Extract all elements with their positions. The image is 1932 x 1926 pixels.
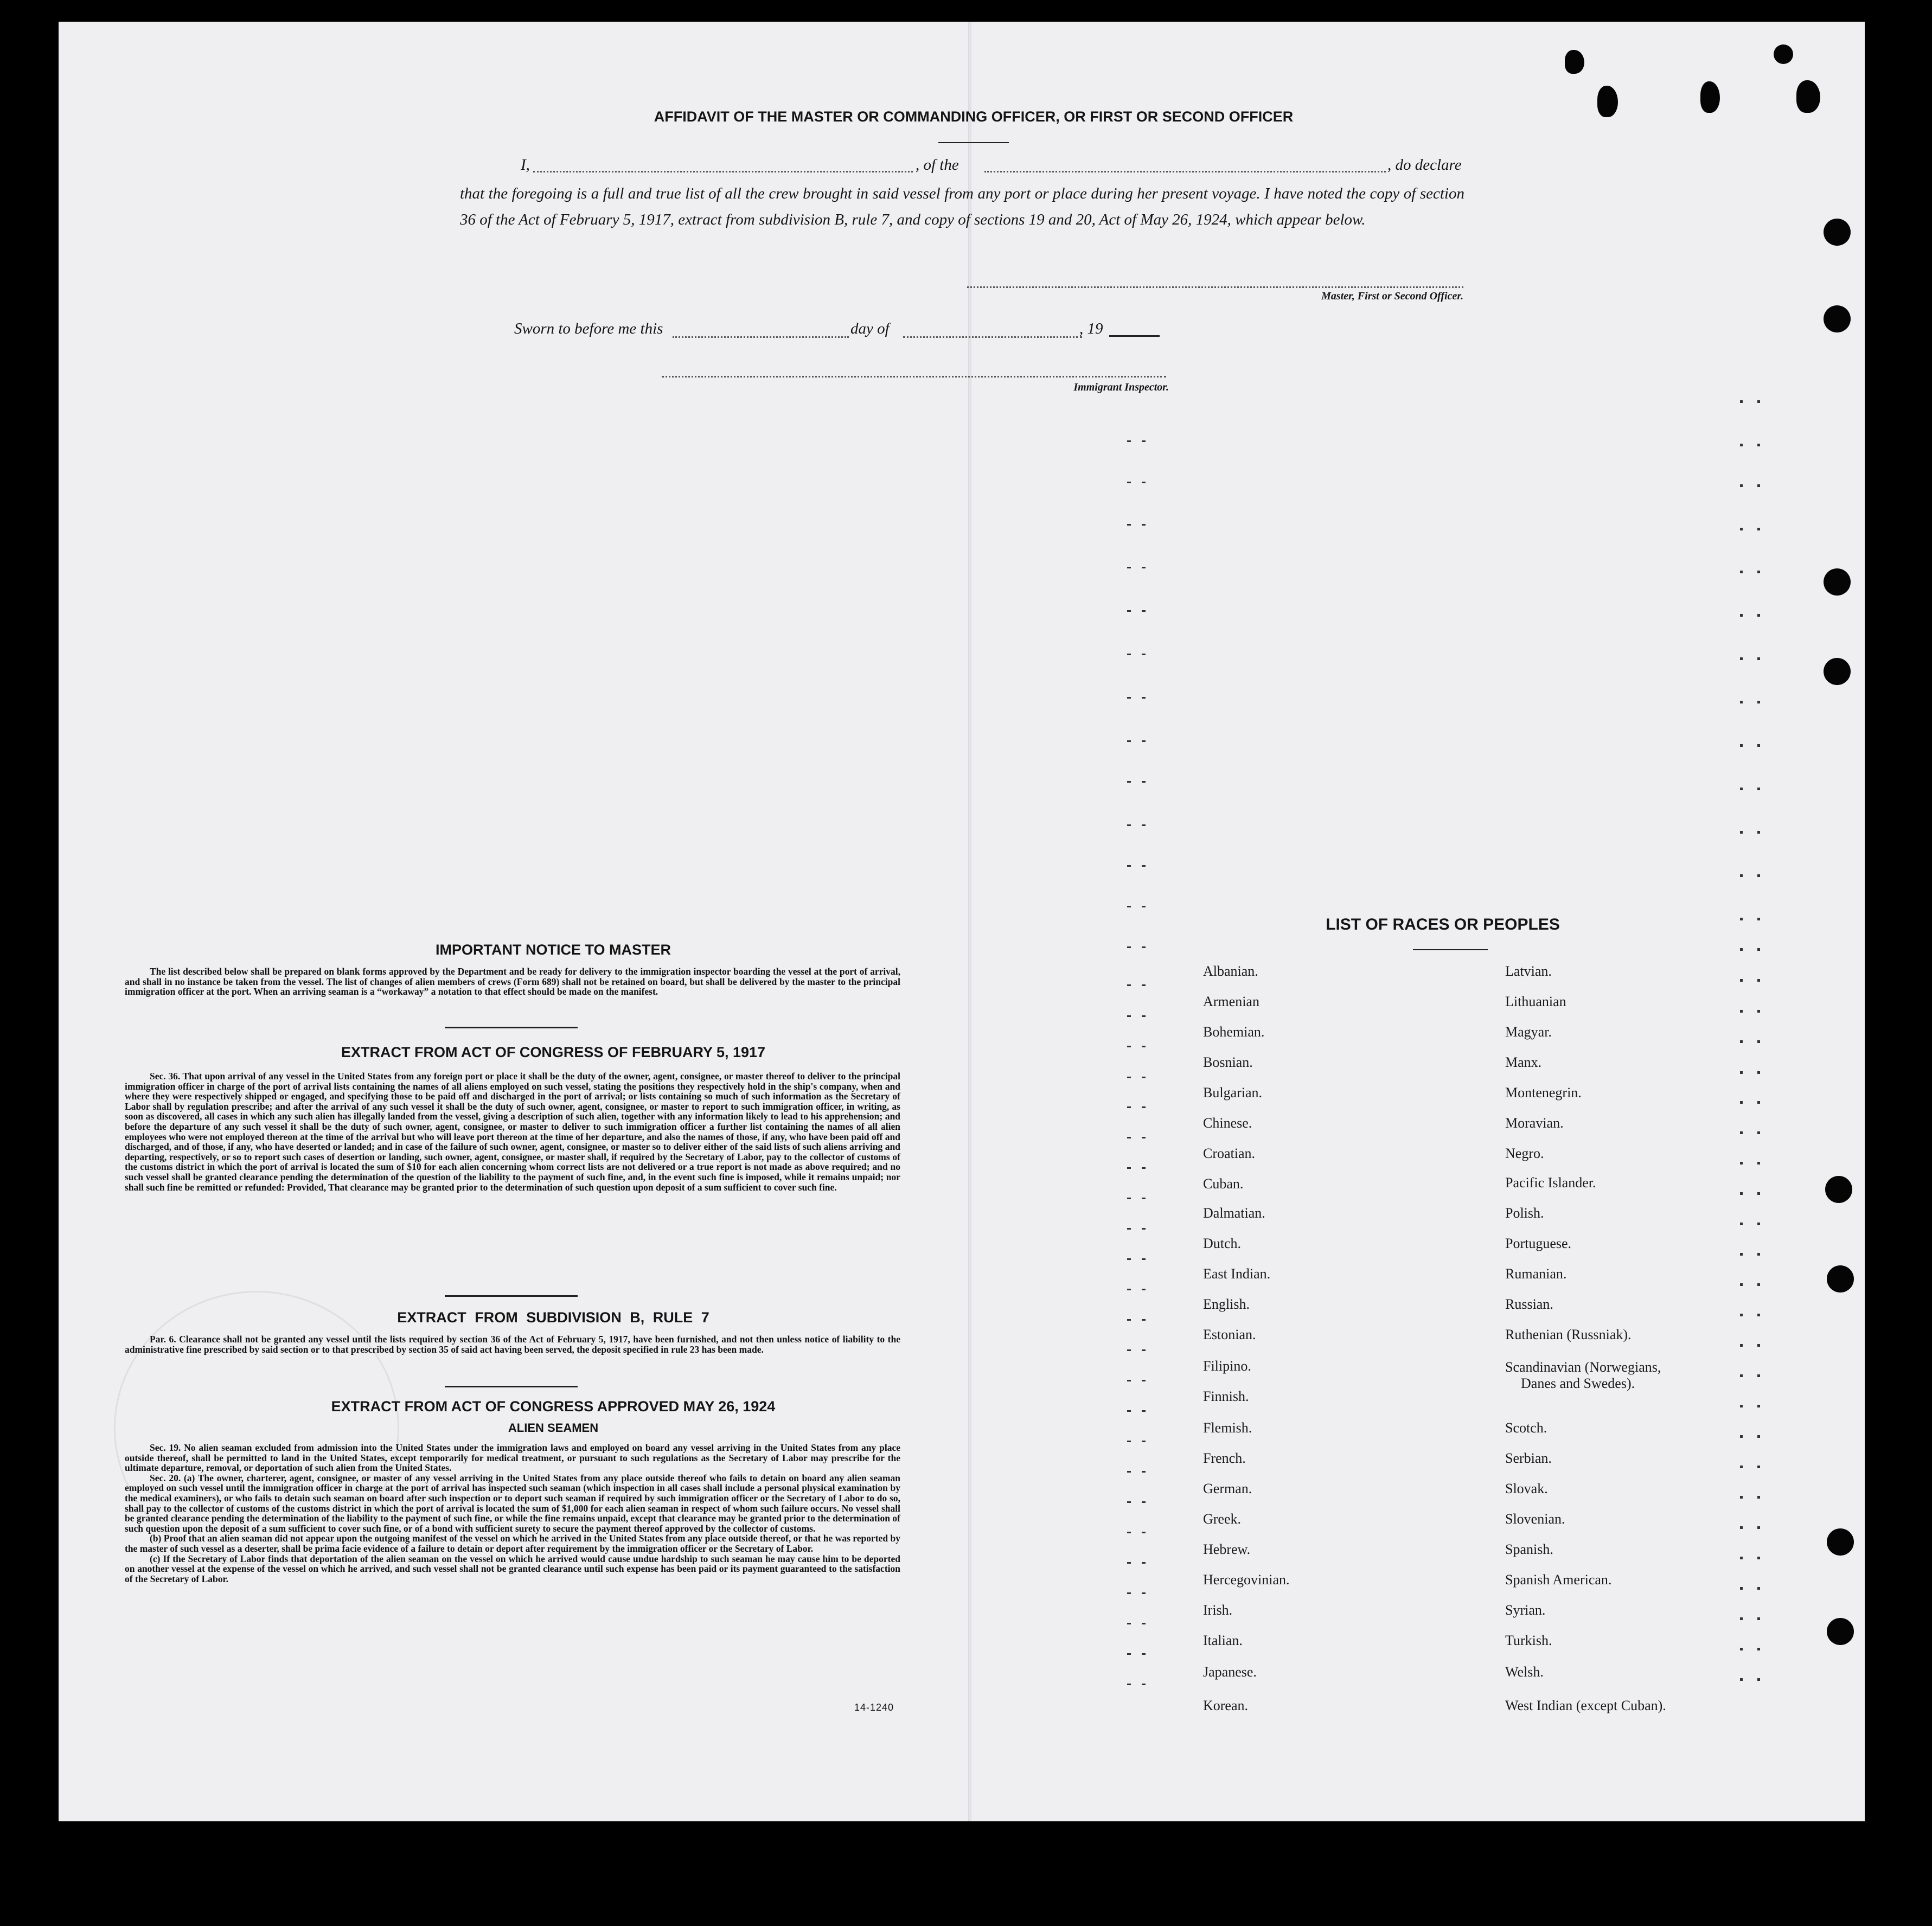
extract-rule7-title: EXTRACT FROM SUBDIVISION B, RULE 7 bbox=[397, 1309, 709, 1326]
race-item: West Indian (except Cuban). bbox=[1505, 1698, 1666, 1713]
affidavit-body: that the foregoing is a full and true list of all the crew brought in said vessel from any port or place during her present voyage. I have noted the copy of section 36 of the Act of February 5, 1917, extract from subdivision B, rule 7, and copy of sections 19 and 20, Act of May 26, 1924, which appear below. bbox=[460, 185, 1464, 228]
sworn-day-field[interactable] bbox=[673, 336, 849, 338]
punch-hole bbox=[1827, 1528, 1854, 1556]
race-item: Welsh. bbox=[1505, 1664, 1544, 1680]
race-item: Bulgarian. bbox=[1203, 1085, 1263, 1100]
race-item: Moravian. bbox=[1505, 1115, 1564, 1131]
master-signature-field[interactable] bbox=[967, 286, 1463, 288]
punch-hole bbox=[1825, 1176, 1852, 1203]
punch-hole bbox=[1824, 568, 1851, 596]
title-underline bbox=[938, 142, 1009, 143]
sworn-day-label: day of bbox=[850, 320, 890, 337]
race-item: Filipino. bbox=[1203, 1358, 1251, 1374]
race-item: Manx. bbox=[1505, 1054, 1542, 1070]
race-item: Hebrew. bbox=[1203, 1541, 1251, 1557]
vessel-name-field[interactable] bbox=[984, 171, 1386, 172]
race-item: Bohemian. bbox=[1203, 1024, 1265, 1040]
race-item: Pacific Islander. bbox=[1505, 1175, 1596, 1191]
race-item: Finnish. bbox=[1203, 1388, 1249, 1404]
sworn-year-label: , 19 bbox=[1079, 320, 1103, 337]
race-item: Scandinavian (Norwegians, bbox=[1505, 1359, 1661, 1375]
race-item: Scotch. bbox=[1505, 1420, 1547, 1436]
race-item: Dalmatian. bbox=[1203, 1205, 1265, 1221]
ink-blot bbox=[1774, 44, 1793, 64]
race-item: Spanish American. bbox=[1505, 1572, 1612, 1588]
race-item: Korean. bbox=[1203, 1698, 1249, 1713]
punch-hole bbox=[1824, 305, 1851, 332]
ink-blot bbox=[1796, 80, 1820, 113]
divider bbox=[445, 1386, 578, 1387]
race-item: Spanish. bbox=[1505, 1541, 1553, 1557]
extract-1924-title: EXTRACT FROM ACT OF CONGRESS APPROVED MAY 26, 1924 bbox=[331, 1398, 776, 1415]
race-item: Russian. bbox=[1505, 1296, 1553, 1312]
master-signature-label: Master, First or Second Officer. bbox=[1321, 290, 1463, 302]
extract-1924-text bbox=[125, 1443, 900, 1584]
race-item: Cuban. bbox=[1203, 1176, 1244, 1192]
inspector-signature-field[interactable] bbox=[662, 376, 1166, 377]
race-item: Syrian. bbox=[1505, 1602, 1546, 1618]
sworn-month-field[interactable] bbox=[903, 336, 1082, 338]
race-item: Slovak. bbox=[1505, 1481, 1548, 1496]
punch-hole bbox=[1824, 658, 1851, 685]
sec-20b-text: (b) Proof that an alien seaman did not appear upon the outgoing manifest of the vessel on which he arrived in the United States from any place outside thereof, or that he was reported by the master of such vessel as a deserter, shall be prima facie evidence of a failure to detain or deport after requirement by the immigration officer or the Secretary of Labor. bbox=[125, 1533, 900, 1554]
extract-1924-subtitle: ALIEN SEAMEN bbox=[508, 1421, 599, 1435]
race-item: English. bbox=[1203, 1296, 1250, 1312]
ink-blot bbox=[1700, 81, 1720, 113]
race-item: Slovenian. bbox=[1505, 1511, 1565, 1527]
race-item: Croatian. bbox=[1203, 1146, 1256, 1161]
extract-1917-title: EXTRACT FROM ACT OF CONGRESS OF FEBRUARY 5, 1917 bbox=[341, 1044, 766, 1060]
race-item: East Indian. bbox=[1203, 1266, 1271, 1282]
race-item: Armenian bbox=[1203, 994, 1259, 1009]
inspector-label: Immigrant Inspector. bbox=[1073, 381, 1169, 393]
race-item: Portuguese. bbox=[1505, 1236, 1572, 1251]
declarant-prefix: I, bbox=[521, 156, 530, 174]
punch-hole bbox=[1827, 1618, 1854, 1645]
of-the-label: , of the bbox=[916, 156, 959, 174]
races-title: LIST OF RACES OR PEOPLES bbox=[1326, 916, 1560, 933]
race-item: Albanian. bbox=[1203, 963, 1258, 979]
race-item: Dutch. bbox=[1203, 1236, 1242, 1251]
ink-blot bbox=[1565, 50, 1584, 74]
race-item: Chinese. bbox=[1203, 1115, 1252, 1131]
sec-19-text: Sec. 19. No alien seaman excluded from admission into the United States under the immigration laws and employed on board any vessel arriving in the United States from any place outside thereof, shall be permitted to land in the United States, except temporarily for medical treatment, or pursuant to such regulations as the Secretary of Labor may prescribe for the ultimate departure, removal, or deportation of such alien from the United States. bbox=[125, 1442, 900, 1474]
race-item: Magyar. bbox=[1505, 1024, 1552, 1040]
notice-title: IMPORTANT NOTICE TO MASTER bbox=[436, 942, 671, 958]
race-item: Flemish. bbox=[1203, 1420, 1252, 1436]
punch-hole bbox=[1827, 1265, 1854, 1292]
race-item: Rumanian. bbox=[1505, 1266, 1567, 1282]
divider bbox=[445, 1027, 578, 1028]
ink-blot bbox=[1597, 86, 1618, 117]
race-item: Irish. bbox=[1203, 1602, 1233, 1618]
sec-20a-text: Sec. 20. (a) The owner, charterer, agent, consignee, or master of any vessel arriving in the United States from any place outside thereof who fails to detain on board any alien seaman employed on such vessel until the immigration officer in charge at the port of arrival has inspected such seaman (which inspection in all cases shall include a personal physical examination by the medical examiners), or who fails to detain such seaman on board after such inspection or to deport such seaman if required by such immigration officer or the Secretary of Labor to do so, shall pay to the collector of customs of the customs district in which the port of arrival is located the sum of $1,000 for each alien seaman in respect of whom such failure occurs. No vessel shall be granted clearance pending the determination of the liability to the payment of such fine, or while the fine remains unpaid, except that clearance may be granted prior to the determination of such question upon the deposit of a sum sufficient to cover such fine, or of a bond with sufficient surety to secure the payment thereof approved by the collector of customs. bbox=[125, 1472, 900, 1534]
sec-20c-text: (c) If the Secretary of Labor finds that deportation of the alien seaman on the vessel on which he arrived would cause undue hardship to such seaman he may cause him to be deported on another vessel at the expense of the vessel on which he arrived, and such vessel shall not be granted clearance until such expense has been paid or its payment guaranteed to the satisfaction of the Secretary of Labor. bbox=[125, 1553, 900, 1584]
race-item: German. bbox=[1203, 1481, 1252, 1496]
race-item: Italian. bbox=[1203, 1633, 1243, 1648]
form-number: 14-1240 bbox=[854, 1702, 894, 1713]
race-item-continuation: Danes and Swedes). bbox=[1521, 1375, 1635, 1391]
do-declare-label: , do declare bbox=[1387, 156, 1462, 174]
race-item: Polish. bbox=[1505, 1205, 1544, 1221]
race-item: Hercegovinian. bbox=[1203, 1572, 1290, 1588]
race-item: Serbian. bbox=[1505, 1450, 1552, 1466]
extract-rule7-text: Par. 6. Clearance shall not be granted any vessel until the lists required by section 36 of the Act of February 5, 1917, have been furnished, and not then unless notice of liability to the administrative fine prescribed by said section or to that prescribed by section 35 of said act having been served, the deposit specified in rule 23 has been made. bbox=[125, 1334, 900, 1355]
punch-hole bbox=[1824, 219, 1851, 246]
race-item: Japanese. bbox=[1203, 1664, 1257, 1680]
race-item: Greek. bbox=[1203, 1511, 1242, 1527]
sworn-year-field[interactable] bbox=[1109, 335, 1160, 337]
sworn-prefix: Sworn to before me this bbox=[514, 320, 663, 337]
extract-1917-text: Sec. 36. That upon arrival of any vessel in the United States from any foreign port or place it shall be the duty of the owner, agent, consignee, or master thereof to deliver to the principal immigration officer in charge of the port of arrival lists containing the names of all aliens employed on such vessel, stating the positions they respectively hold in the ship's company, when and where they were respectively shipped or engaged, and specifying those to be paid off and discharged in the port of arrival; or lists containing so much of such information as the Secretary of Labor shall by regulation prescribe; and after the arrival of any such vessel it shall be the duty of such owner, agent, consignee, or master to report to such immigration officer, in writing, as soon as discovered, all cases in which any such alien has illegally landed from the vessel, giving a description of such alien, together with any information likely to lead to his apprehension; and before the departure of any such vessel it shall be the duty of such owner, agent, consignee, or master to deliver to such immigration officer a further list containing the names of all alien employees who were not employed thereon at the time of the arrival but who will leave port thereon at the time of her departure, and also the names of those, if any, who have been paid off and discharged, and of those, if any, who have deserted or landed; and in case of the failure of such owner, agent, consignee, or master so to deliver either of the said lists of such aliens arriving and departing, respectively, or so to report such cases of desertion or landing, such owner, agent, consignee, or master shall, if required by the Secretary of Labor, pay to the collector of customs of the customs district in which the port of arrival is located the sum of $10 for each alien concerning whom correct lists are not delivered or a true report is not made as above required; and no such vessel shall be granted clearance pending the determination of the question of the liability to the payment of such fine, and, in the event such fine is imposed, while it remains unpaid; nor shall such fine be remitted or refunded: Provided, That clearance may be granted prior to the determination of such question upon deposit of a sum sufficient to cover such fine. bbox=[125, 1071, 900, 1193]
race-item: Lithuanian bbox=[1505, 994, 1566, 1009]
race-item: Montenegrin. bbox=[1505, 1085, 1582, 1100]
divider bbox=[445, 1295, 578, 1297]
race-item: Bosnian. bbox=[1203, 1054, 1253, 1070]
race-item: Ruthenian (Russniak). bbox=[1505, 1327, 1632, 1342]
race-item: Estonian. bbox=[1203, 1327, 1256, 1342]
race-item: Turkish. bbox=[1505, 1633, 1552, 1648]
races-title-underline bbox=[1413, 949, 1488, 950]
affidavit-title: AFFIDAVIT OF THE MASTER OR COMMANDING OFFICER, OR FIRST OR SECOND OFFICER bbox=[654, 108, 1294, 125]
notice-text: The list described below shall be prepared on blank forms approved by the Department and be ready for delivery to the immigration inspector boarding the vessel at the port of arrival, and shall in no instance be taken from the vessel. The list of changes of alien members of crews (Form 689) shall not be retained on board, but shall be delivered by the master to the principal immigration officer at the port. When an arriving seaman is a “workaway” a notation to that effect should be made on the manifest. bbox=[125, 966, 900, 997]
race-item: Latvian. bbox=[1505, 963, 1552, 979]
declarant-name-field[interactable] bbox=[533, 171, 913, 172]
race-item: French. bbox=[1203, 1450, 1246, 1466]
race-item: Negro. bbox=[1505, 1146, 1544, 1161]
center-fold bbox=[968, 22, 971, 1821]
